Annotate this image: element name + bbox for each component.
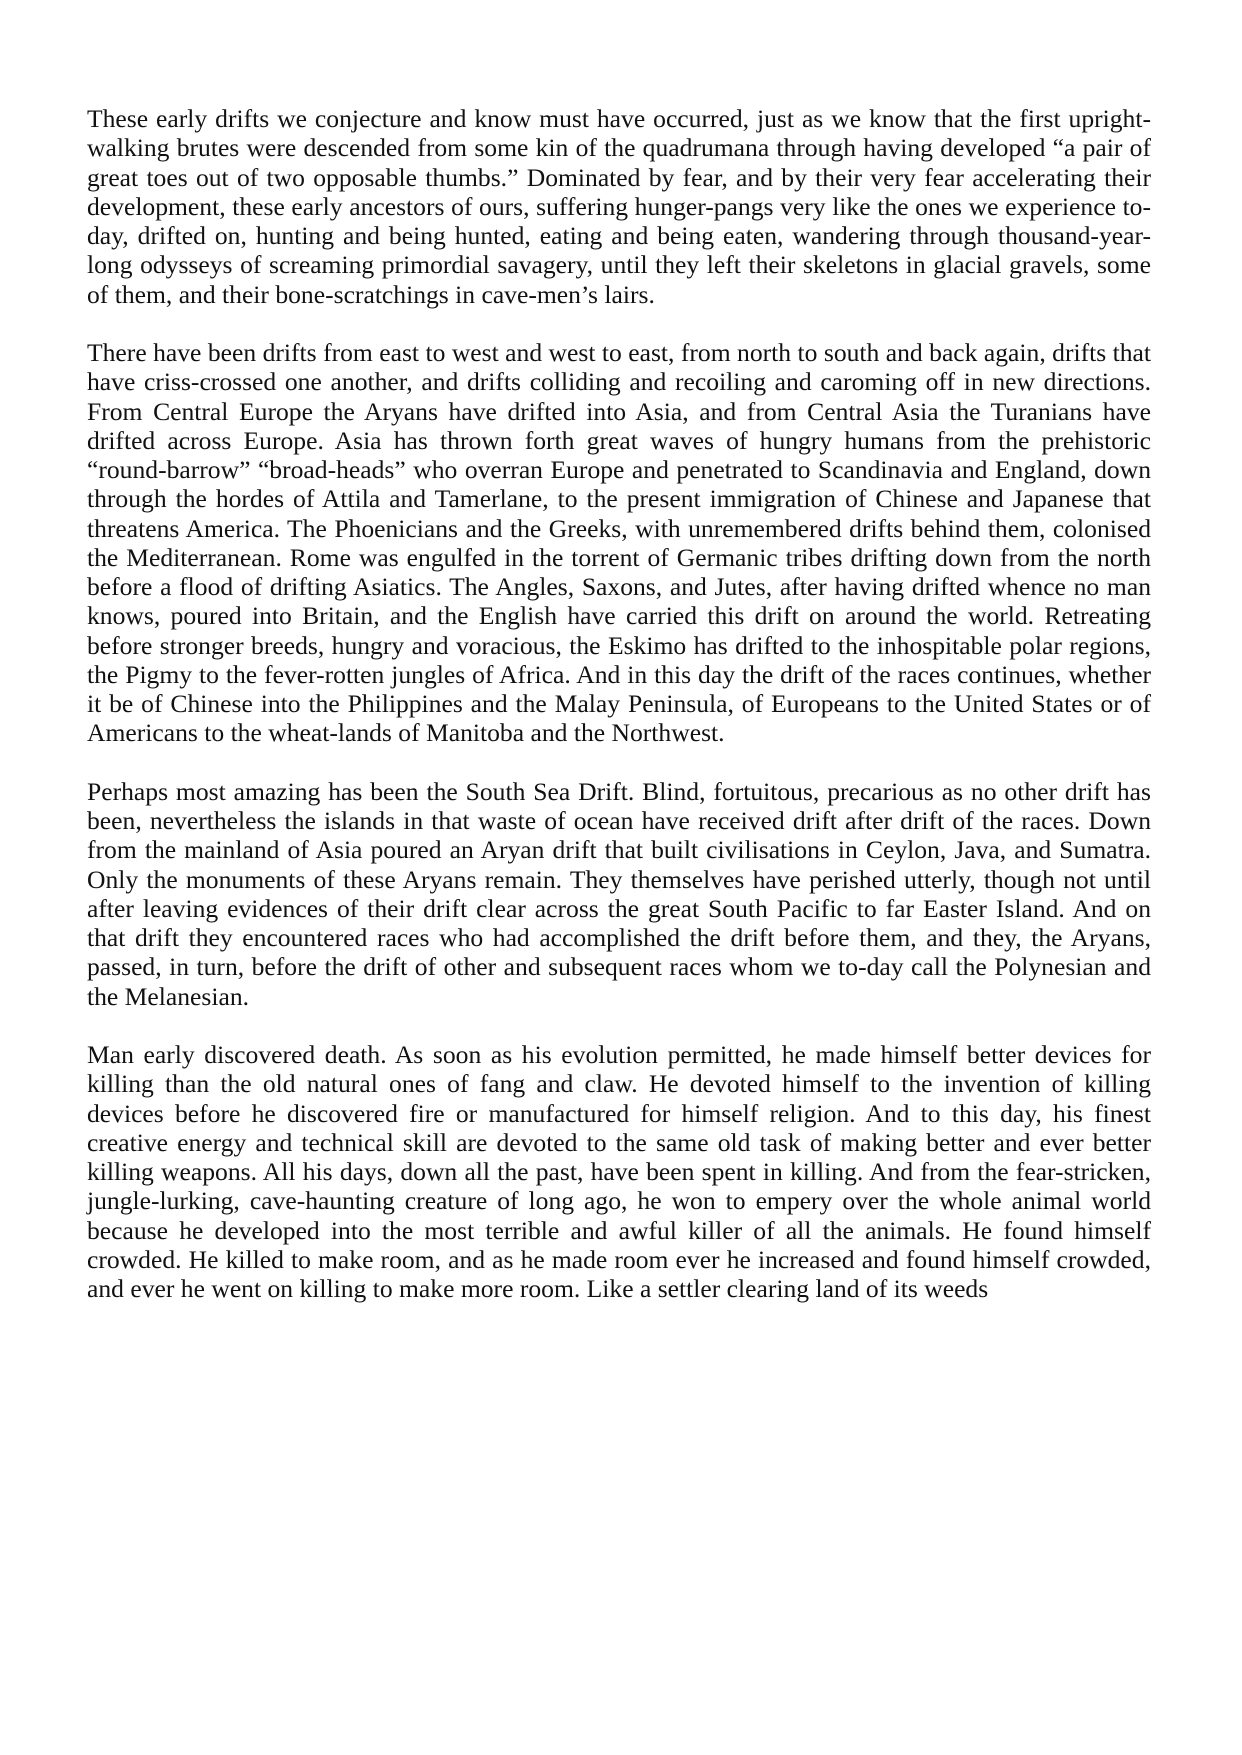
paragraph-man-discovered-death: Man early discovered death. As soon as his evolution permitted, he made himself better devices for killing than the old natural ones of fang and claw. He devoted himself to the invention of killing devices before he discovered fire or manufactured for himself religion. And to this day, his finest creative energy and technical skill are devoted to the same old task of making better and ever better killing weapons. All his days, down all the past, have been spent in killing. And from the fear-stricken, jungle-lurking, cave-haunting creature of long ago, he won to empery over the whole animal world because he developed into the most terrible and awful killer of all the animals. He found himself crowded. He killed to make room, and as he made room ever he increased and found himself crowded, and ever he went on killing to make more room. Like a settler clearing land of its weeds [87, 1040, 1151, 1303]
paragraph-drifts-directions: There have been drifts from east to west and west to east, from north to south and back again, drifts that have criss-crossed one another, and drifts colliding and recoiling and caroming off in new directions. From Central Europe the Aryans have drifted into Asia, and from Central Asia the Turanians have drifted across Europe. Asia has thrown forth great waves of hungry humans from the prehistoric “round-barrow” “broad-heads” who overran Europe and penetrated to Scandinavia and England, down through the hordes of Attila and Tamerlane, to the present immigration of Chinese and Japanese that threatens America. The Phoenicians and the Greeks, with unremembered drifts behind them, colonised the Mediterranean. Rome was engulfed in the torrent of Germanic tribes drifting down from the north before a flood of drifting Asiatics. The Angles, Saxons, and Jutes, after having drifted whence no man knows, poured into Britain, and the English have carried this drift on around the world. Retreating before stronger breeds, hungry and voracious, the Eskimo has drifted to the inhospitable polar regions, the Pigmy to the fever-rotten jungles of Africa. And in this day the drift of the races continues, whether it be of Chinese into the Philippines and the Malay Peninsula, of Europeans to the United States or of Americans to the wheat-lands of Manitoba and the Northwest. [87, 338, 1151, 748]
paragraph-drifts-conjecture: These early drifts we conjecture and know must have occurred, just as we know that the first upright-walking brutes were descended from some kin of the quadrumana through having developed “a pair of great toes out of two opposable thumbs.” Dominated by fear, and by their very fear accelerating their development, these early ancestors of ours, suffering hunger-pangs very like the ones we experience to-day, drifted on, hunting and being hunted, eating and being eaten, wandering through thousand-year-long odysseys of screaming primordial savagery, until they left their skeletons in glacial gravels, some of them, and their bone-scratchings in cave-men’s lairs. [87, 104, 1151, 309]
paragraph-south-sea-drift: Perhaps most amazing has been the South Sea Drift. Blind, fortuitous, precarious as no other drift has been, nevertheless the islands in that waste of ocean have received drift after drift of the races. Down from the mainland of Asia poured an Aryan drift that built civilisations in Ceylon, Java, and Sumatra. Only the monuments of these Aryans remain. They themselves have perished utterly, though not until after leaving evidences of their drift clear across the great South Pacific to far Easter Island. And on that drift they encountered races who had accomplished the drift before them, and they, the Aryans, passed, in turn, before the drift of other and subsequent races whom we to-day call the Polynesian and the Melanesian. [87, 776, 1151, 1011]
document-page [87, 104, 1151, 1333]
